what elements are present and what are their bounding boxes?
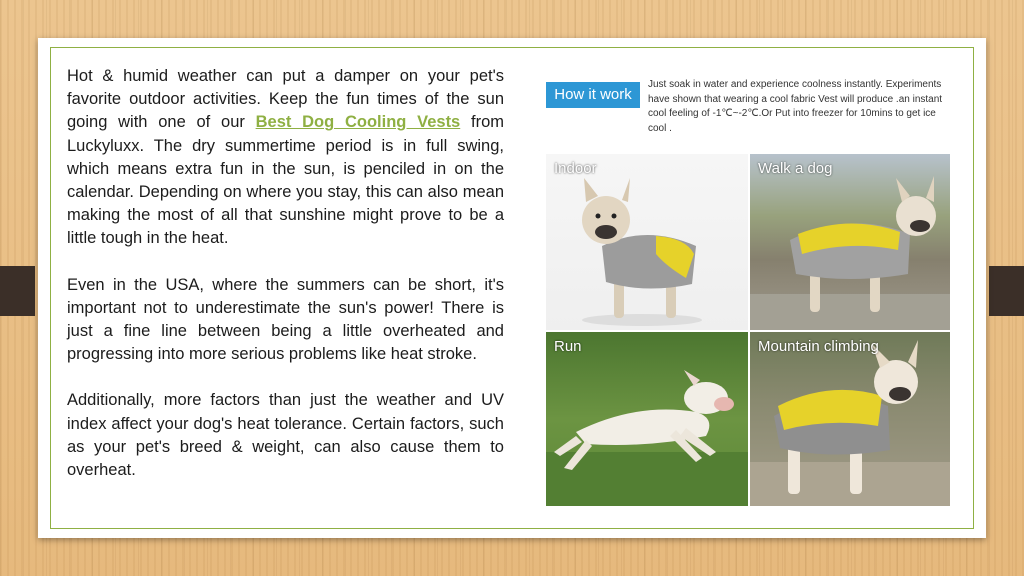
mountain-climbing-photo (750, 332, 950, 506)
right-edge-tab (989, 266, 1024, 316)
walk-a-dog-photo (750, 154, 950, 330)
running-dog-illustration (546, 332, 748, 506)
best-dog-cooling-vests-link[interactable]: Best Dog Cooling Vests (255, 113, 461, 132)
how-it-works-infographic (534, 66, 958, 508)
article-text (67, 65, 504, 505)
climbing-dog-illustration (750, 332, 950, 506)
paragraph-2: Even in the USA, where the summers can be short, it's important not to underestimate the sun's power! There is just a fine line between being a little overheated and progressing into more serious problems like heat stroke. (67, 275, 504, 364)
panel-label-walk-a-dog: Walk a dog (758, 160, 833, 177)
paragraph-3: Additionally, more factors than just the weather and UV index affect your dog's heat tolerance. Certain factors, such as your pet's breed & weight, can also cause them to overheat. (67, 391, 504, 480)
how-it-work-description: Just soak in water and experience coolness instantly. Experiments have shown that wearing a cool fabric Vest will produce .an instant cool feeling of -1℃~-2℃.Or Put into freezer for 10mins to get ice cool . (648, 79, 943, 134)
how-it-work-badge: How it work (546, 82, 640, 108)
run-photo (546, 332, 748, 506)
paragraph-1: Hot & humid weather can put a damper on your pet's favorite outdoor activities. Keep the fun times of the sun going with one of our Best Dog Cooling Vests from Luckyluxx. The dry summertime period is in full swing, which means extra fun in the sun, is penciled in on the calendar. Depending on where you stay, this can also mean making the most of all that sunshine might prove to be a little tough in the heat. (67, 67, 505, 248)
panel-label-mountain-climbing: Mountain climbing (758, 338, 879, 355)
indoor-photo (546, 154, 748, 330)
indoor-dog-illustration (546, 154, 748, 330)
walking-dog-illustration (750, 154, 950, 330)
slide-card (38, 38, 986, 538)
left-edge-tab (0, 266, 35, 316)
panel-label-indoor: Indoor (554, 160, 597, 177)
panel-label-run: Run (554, 338, 582, 355)
